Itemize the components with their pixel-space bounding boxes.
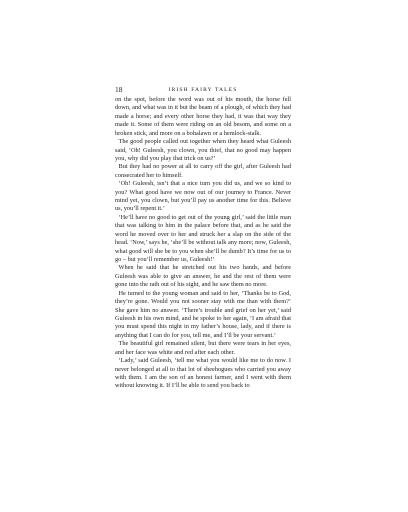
running-header (115, 85, 291, 95)
paragraph: ‘Oh! Guleesh, isn’t that a nice turn you did us, and we so kind to you? What good have we now out of our journey to France. Never mind yet, you clown, but you’ll pay us another time for this. Believe us, you’ll repent it.’ (115, 180, 291, 213)
paragraph: He turned to the young woman and said to her, ‘Thanks be to God, they’re gone. Would you not sooner stay with me than with them?’ She gave him no answer. ‘There’s trouble and grief on her yet,’ said Guleesh in his own mind, and he spoke to her again, ‘I am afraid that you must spend this night in my father’s house, lady, and if there is anything that I can do for you, tell me, and I’ll be your servant.’ (115, 289, 291, 339)
paragraph: on the spot, before the word was out of his mouth, the horse fell down, and what was in it but the beam of a plough, of which they had made a horse; and every other horse they had, it was that way they made it. Some of them were riding on an old besom, and some on a broken stick, and more on a bohalawn or a hemlock-stalk. (115, 96, 291, 137)
body-text (115, 96, 291, 391)
book-title: IRISH FAIRY TALES (168, 87, 238, 93)
paragraph: The good people called out together when they heard what Guleesh said, ‘Oh! Guleesh, you clown, you thief, that no good may happen you, why did you play that trick on us?’ (115, 138, 291, 162)
paragraph: ‘Lady,’ said Guleesh, ‘tell me what you would like me to do now. I never belonged at all to that lot of sheehogues who carried you away with them. I am the son of an honest farmer, and I went with them without knowing it. If I’ll be able to send you back to (115, 357, 291, 390)
paragraph: The beautiful girl remained silent, but there were tears in her eyes, and her face was white and red after each other. (115, 340, 291, 356)
paragraph: ‘He’ll have no good to get out of the young girl,’ said the little man that was talking to him in the palace before that, and as he said the word he moved over to her and struck her a slap on the side of the head. ‘Now,’ says he, ‘she’ll be without talk any more; now, Guleesh, what good will she be to you when she’ll be dumb? It’s time for us to go – but you’ll remember us, Guleesh!’ (115, 213, 291, 264)
paragraph: When he said that he stretched out his two hands, and before Guleesh was able to give an answer, he and the rest of them were gone into the rath out of his sight, and he saw them no more. (115, 264, 291, 289)
page-number: 18 (115, 85, 123, 94)
paragraph: But they had no power at all to carry off the girl, after Guleesh had consecrated her to himself. (115, 163, 291, 179)
